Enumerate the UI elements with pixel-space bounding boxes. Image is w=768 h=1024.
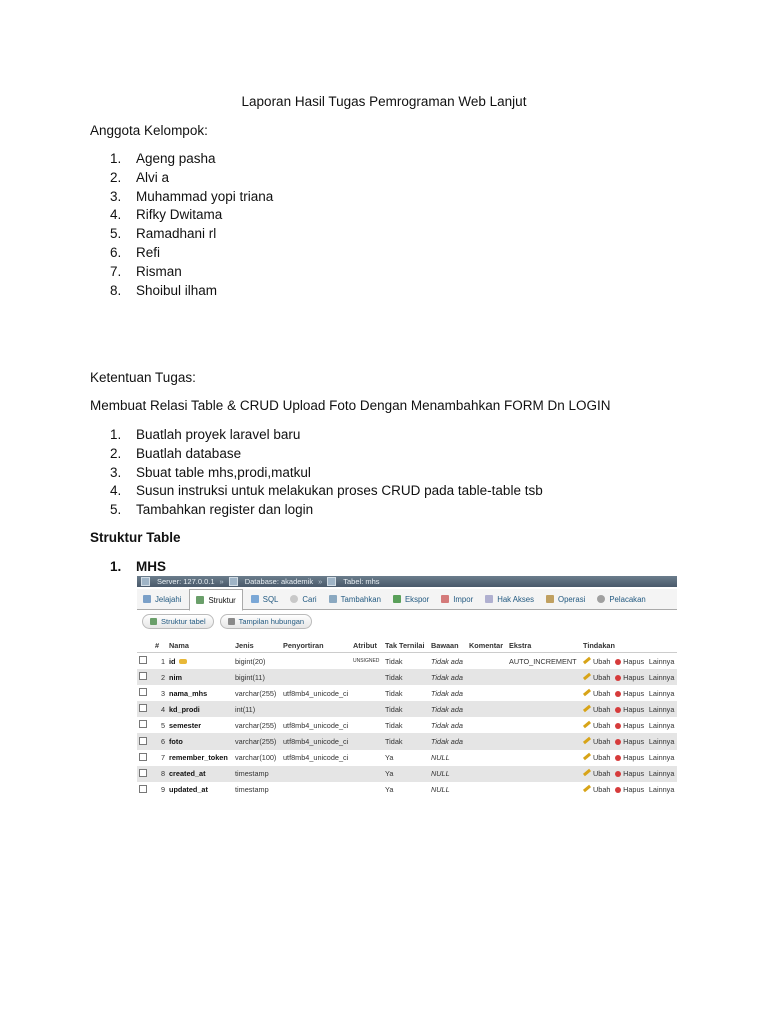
column-default: Tidak ada <box>431 656 463 666</box>
column-attribute <box>351 733 383 749</box>
column-extra <box>507 717 581 733</box>
breadcrumb-database[interactable]: Database: akademik <box>244 577 314 586</box>
column-extra <box>507 733 581 749</box>
pencil-icon <box>583 753 591 760</box>
delete-action[interactable]: Hapus <box>613 750 647 766</box>
column-default: NULL <box>431 753 450 763</box>
edit-action[interactable]: Ubah <box>581 701 613 717</box>
breadcrumb-table[interactable]: Tabel: mhs <box>343 577 380 586</box>
row-checkbox[interactable] <box>137 653 153 670</box>
list-item: 4. Susun instruksi untuk melakukan proses CRUD pada table-table tsb <box>110 483 543 499</box>
column-type: bigint(11) <box>233 669 281 685</box>
row-number: 6 <box>153 733 167 749</box>
more-action[interactable]: Lainnya <box>648 656 675 666</box>
tab-export[interactable]: Ekspor <box>387 589 435 609</box>
phpmyadmin-screenshot <box>137 576 677 796</box>
column-null: Tidak <box>385 688 403 698</box>
tracking-icon <box>597 595 605 603</box>
list-item: 1. Buatlah proyek laravel baru <box>110 427 301 442</box>
breadcrumb-server[interactable]: Server: 127.0.0.1 <box>157 577 215 586</box>
delete-action[interactable]: Hapus <box>613 782 647 796</box>
more-action[interactable]: Lainnya <box>647 733 677 749</box>
column-attribute <box>351 750 383 766</box>
column-collation <box>281 766 351 782</box>
task-description: Membuat Relasi Table & CRUD Upload Foto Dengan Menambahkan FORM Dn LOGIN <box>90 398 611 413</box>
column-collation: utf8mb4_unicode_ci <box>283 688 349 698</box>
column-header: Komentar <box>467 638 507 653</box>
breadcrumb-separator: » <box>318 577 323 586</box>
row-checkbox[interactable] <box>137 733 153 749</box>
table-structure-button[interactable]: Struktur tabel <box>142 614 214 629</box>
column-name: foto <box>167 733 233 749</box>
column-collation: utf8mb4_unicode_ci <box>283 720 349 730</box>
pencil-icon <box>583 672 591 679</box>
relation-icon <box>228 618 235 625</box>
table-row <box>137 782 677 796</box>
column-comment <box>467 685 507 701</box>
table-row <box>137 750 677 766</box>
select-column-header <box>137 638 153 653</box>
column-comment <box>467 766 507 782</box>
delete-icon <box>615 707 621 713</box>
tab-search[interactable]: Cari <box>284 589 322 609</box>
structure-icon <box>196 596 204 604</box>
column-type: varchar(100) <box>235 753 277 763</box>
section-item-mhs: 1. MHS <box>110 559 166 574</box>
tasks-list <box>110 426 543 520</box>
column-type: varchar(255) <box>233 733 281 749</box>
delete-icon <box>615 771 621 777</box>
delete-icon <box>615 675 621 681</box>
row-number: 9 <box>160 785 165 795</box>
list-item: 6. Refi <box>110 244 161 260</box>
edit-action[interactable]: Ubah <box>581 733 613 749</box>
column-attribute <box>351 766 383 782</box>
table-row <box>137 669 677 685</box>
breadcrumb-separator: » <box>219 577 224 586</box>
column-extra <box>507 669 581 685</box>
delete-icon <box>615 723 621 729</box>
pencil-icon <box>583 689 591 696</box>
column-header: Atribut <box>351 638 383 653</box>
column-attribute <box>351 685 383 701</box>
tab-sql[interactable]: SQL <box>245 589 285 609</box>
column-header: Tindakan <box>581 638 677 653</box>
row-number: 2 <box>153 669 167 685</box>
delete-icon <box>615 659 621 665</box>
pencil-icon <box>583 785 591 792</box>
tab-privileges[interactable]: Hak Akses <box>479 589 540 609</box>
sql-icon <box>251 595 259 603</box>
delete-action[interactable]: Hapus <box>613 669 647 685</box>
browse-icon <box>143 595 151 603</box>
column-collation <box>281 669 351 685</box>
edit-action[interactable]: Ubah <box>581 685 613 701</box>
column-name: kd_prodi <box>167 701 233 717</box>
column-type: varchar(255) <box>235 688 277 698</box>
column-type: timestamp <box>233 766 281 782</box>
list-item: 3. Sbuat table mhs,prodi,matkul <box>110 464 311 480</box>
edit-action[interactable]: Ubah <box>581 782 613 796</box>
tab-tracking[interactable]: Pelacakan <box>591 589 651 609</box>
column-attribute <box>351 717 383 733</box>
table-icon <box>327 577 336 586</box>
delete-icon <box>615 787 621 793</box>
column-null: Tidak <box>385 720 403 730</box>
column-type: int(11) <box>233 701 281 717</box>
list-item: 7. Risman <box>110 263 182 279</box>
column-comment <box>467 782 507 796</box>
column-null: Ya <box>385 785 394 795</box>
column-name: semester <box>169 720 202 730</box>
column-extra <box>507 701 581 717</box>
column-null: Ya <box>383 766 429 782</box>
row-checkbox[interactable] <box>137 766 153 782</box>
privileges-icon <box>485 595 493 603</box>
row-number: 7 <box>160 753 165 763</box>
column-default: NULL <box>429 766 467 782</box>
column-comment <box>467 750 507 766</box>
import-icon <box>441 595 449 603</box>
delete-action[interactable]: Hapus <box>613 653 647 670</box>
column-header[interactable]: Nama <box>167 638 233 653</box>
column-extra: AUTO_INCREMENT <box>509 656 577 666</box>
table-row <box>137 685 677 701</box>
column-name: id <box>167 653 233 670</box>
delete-icon <box>615 691 621 697</box>
column-type: timestamp <box>235 785 269 795</box>
operations-icon <box>546 595 554 603</box>
column-header: Ekstra <box>507 638 581 653</box>
delete-action[interactable]: Hapus <box>613 717 647 733</box>
more-action[interactable]: Lainnya <box>648 785 675 795</box>
table-row <box>137 766 677 782</box>
more-action[interactable]: Lainnya <box>648 720 675 730</box>
column-attribute <box>351 782 383 796</box>
column-collation: utf8mb4_unicode_ci <box>283 753 349 763</box>
tab-insert[interactable]: Tambahkan <box>323 589 387 609</box>
tab-structure[interactable]: Struktur <box>189 589 242 611</box>
requirements-heading: Ketentuan Tugas: <box>90 370 196 385</box>
column-attribute <box>351 669 383 685</box>
list-item: 5. Ramadhani rl <box>110 226 217 242</box>
more-action[interactable]: Lainnya <box>648 688 675 698</box>
edit-action[interactable]: Ubah <box>581 717 613 733</box>
list-item: 4. Rifky Dwitama <box>110 207 223 223</box>
edit-action[interactable]: Ubah <box>581 669 613 685</box>
column-attribute <box>351 701 383 717</box>
row-checkbox[interactable] <box>137 717 153 733</box>
row-checkbox[interactable] <box>137 701 153 717</box>
row-checkbox[interactable] <box>137 782 153 796</box>
column-null: Tidak <box>383 701 429 717</box>
database-icon <box>229 577 238 586</box>
server-icon <box>141 577 150 586</box>
delete-icon <box>615 755 621 761</box>
members-list <box>110 150 273 300</box>
edit-action[interactable]: Ubah <box>581 653 613 670</box>
delete-action[interactable]: Hapus <box>613 701 647 717</box>
pencil-icon <box>583 737 591 744</box>
list-item: 5. Tambahkan register dan login <box>110 502 314 518</box>
list-item: 2. Alvi a <box>110 169 170 185</box>
more-action[interactable]: Lainnya <box>647 701 677 717</box>
column-extra <box>507 750 581 766</box>
column-collation <box>281 701 351 717</box>
more-action[interactable]: Lainnya <box>647 669 677 685</box>
delete-action[interactable]: Hapus <box>613 685 647 701</box>
structure-icon <box>150 618 157 625</box>
tab-browse[interactable]: Jelajahi <box>137 589 187 609</box>
row-number: 4 <box>153 701 167 717</box>
table-header-row <box>137 638 677 653</box>
column-name: created_at <box>167 766 233 782</box>
row-number: 5 <box>160 720 165 730</box>
table-row <box>137 717 677 733</box>
more-action[interactable]: Lainnya <box>648 753 675 763</box>
column-header: Tak Ternilai <box>383 638 429 653</box>
column-default: Tidak ada <box>431 720 463 730</box>
row-number: 8 <box>153 766 167 782</box>
column-collation <box>281 653 351 670</box>
column-comment <box>467 733 507 749</box>
column-extra <box>507 766 581 782</box>
column-comment <box>467 717 507 733</box>
column-default: Tidak ada <box>429 701 467 717</box>
tab-import[interactable]: Impor <box>435 589 479 609</box>
insert-icon <box>329 595 337 603</box>
structure-heading: Struktur Table <box>90 530 181 545</box>
column-comment <box>467 669 507 685</box>
column-name: nama_mhs <box>169 688 208 698</box>
pencil-icon <box>583 769 591 776</box>
row-checkbox[interactable] <box>137 685 153 701</box>
list-item: 3. Muhammad yopi triana <box>110 188 274 204</box>
row-number: 3 <box>160 688 165 698</box>
report-title: Laporan Hasil Tugas Pemrograman Web Lanjut <box>241 94 527 109</box>
delete-action[interactable]: Hapus <box>613 766 647 782</box>
structure-subnav <box>142 614 312 629</box>
column-header: Jenis <box>233 638 281 653</box>
pencil-icon <box>583 721 591 728</box>
column-null: Tidak <box>383 733 429 749</box>
list-item: 2. Buatlah database <box>110 445 242 461</box>
list-item: 1. Ageng pasha <box>110 151 216 166</box>
table-row <box>137 733 677 749</box>
column-attribute: UNSIGNED <box>353 658 380 665</box>
column-header: # <box>153 638 167 653</box>
column-null: Tidak <box>385 656 403 666</box>
more-action[interactable]: Lainnya <box>647 766 677 782</box>
column-name: nim <box>167 669 233 685</box>
column-header: Bawaan <box>429 638 467 653</box>
row-number: 1 <box>160 656 165 666</box>
column-name: updated_at <box>169 785 208 795</box>
pencil-icon <box>583 705 591 712</box>
delete-icon <box>615 739 621 745</box>
structure-table <box>137 638 677 796</box>
column-extra <box>507 685 581 701</box>
column-type: varchar(255) <box>235 720 277 730</box>
column-comment <box>467 653 507 670</box>
column-comment <box>467 701 507 717</box>
column-type: bigint(20) <box>235 656 266 666</box>
column-collation <box>281 782 351 796</box>
column-extra <box>507 782 581 796</box>
column-default: Tidak ada <box>429 733 467 749</box>
column-name: remember_token <box>169 753 228 763</box>
column-null: Ya <box>385 753 394 763</box>
tab-operations[interactable]: Operasi <box>540 589 591 609</box>
table-row <box>137 653 677 670</box>
tab-bar <box>137 589 677 610</box>
search-icon <box>290 595 298 603</box>
relation-view-button[interactable]: Tampilan hubungan <box>220 614 312 629</box>
column-null: Tidak <box>383 669 429 685</box>
edit-action[interactable]: Ubah <box>581 766 613 782</box>
row-checkbox[interactable] <box>137 750 153 766</box>
breadcrumb <box>137 576 677 587</box>
members-heading: Anggota Kelompok: <box>90 123 208 138</box>
delete-action[interactable]: Hapus <box>613 733 647 749</box>
primary-key-icon <box>179 659 187 664</box>
column-collation: utf8mb4_unicode_ci <box>281 733 351 749</box>
column-default: Tidak ada <box>429 669 467 685</box>
list-item: 8. Shoibul ilham <box>110 282 218 298</box>
column-header: Penyortiran <box>281 638 351 653</box>
table-row <box>137 701 677 717</box>
column-default: NULL <box>431 785 450 795</box>
pencil-icon <box>583 656 591 663</box>
export-icon <box>393 595 401 603</box>
column-default: Tidak ada <box>431 688 463 698</box>
edit-action[interactable]: Ubah <box>581 750 613 766</box>
row-checkbox[interactable] <box>137 669 153 685</box>
